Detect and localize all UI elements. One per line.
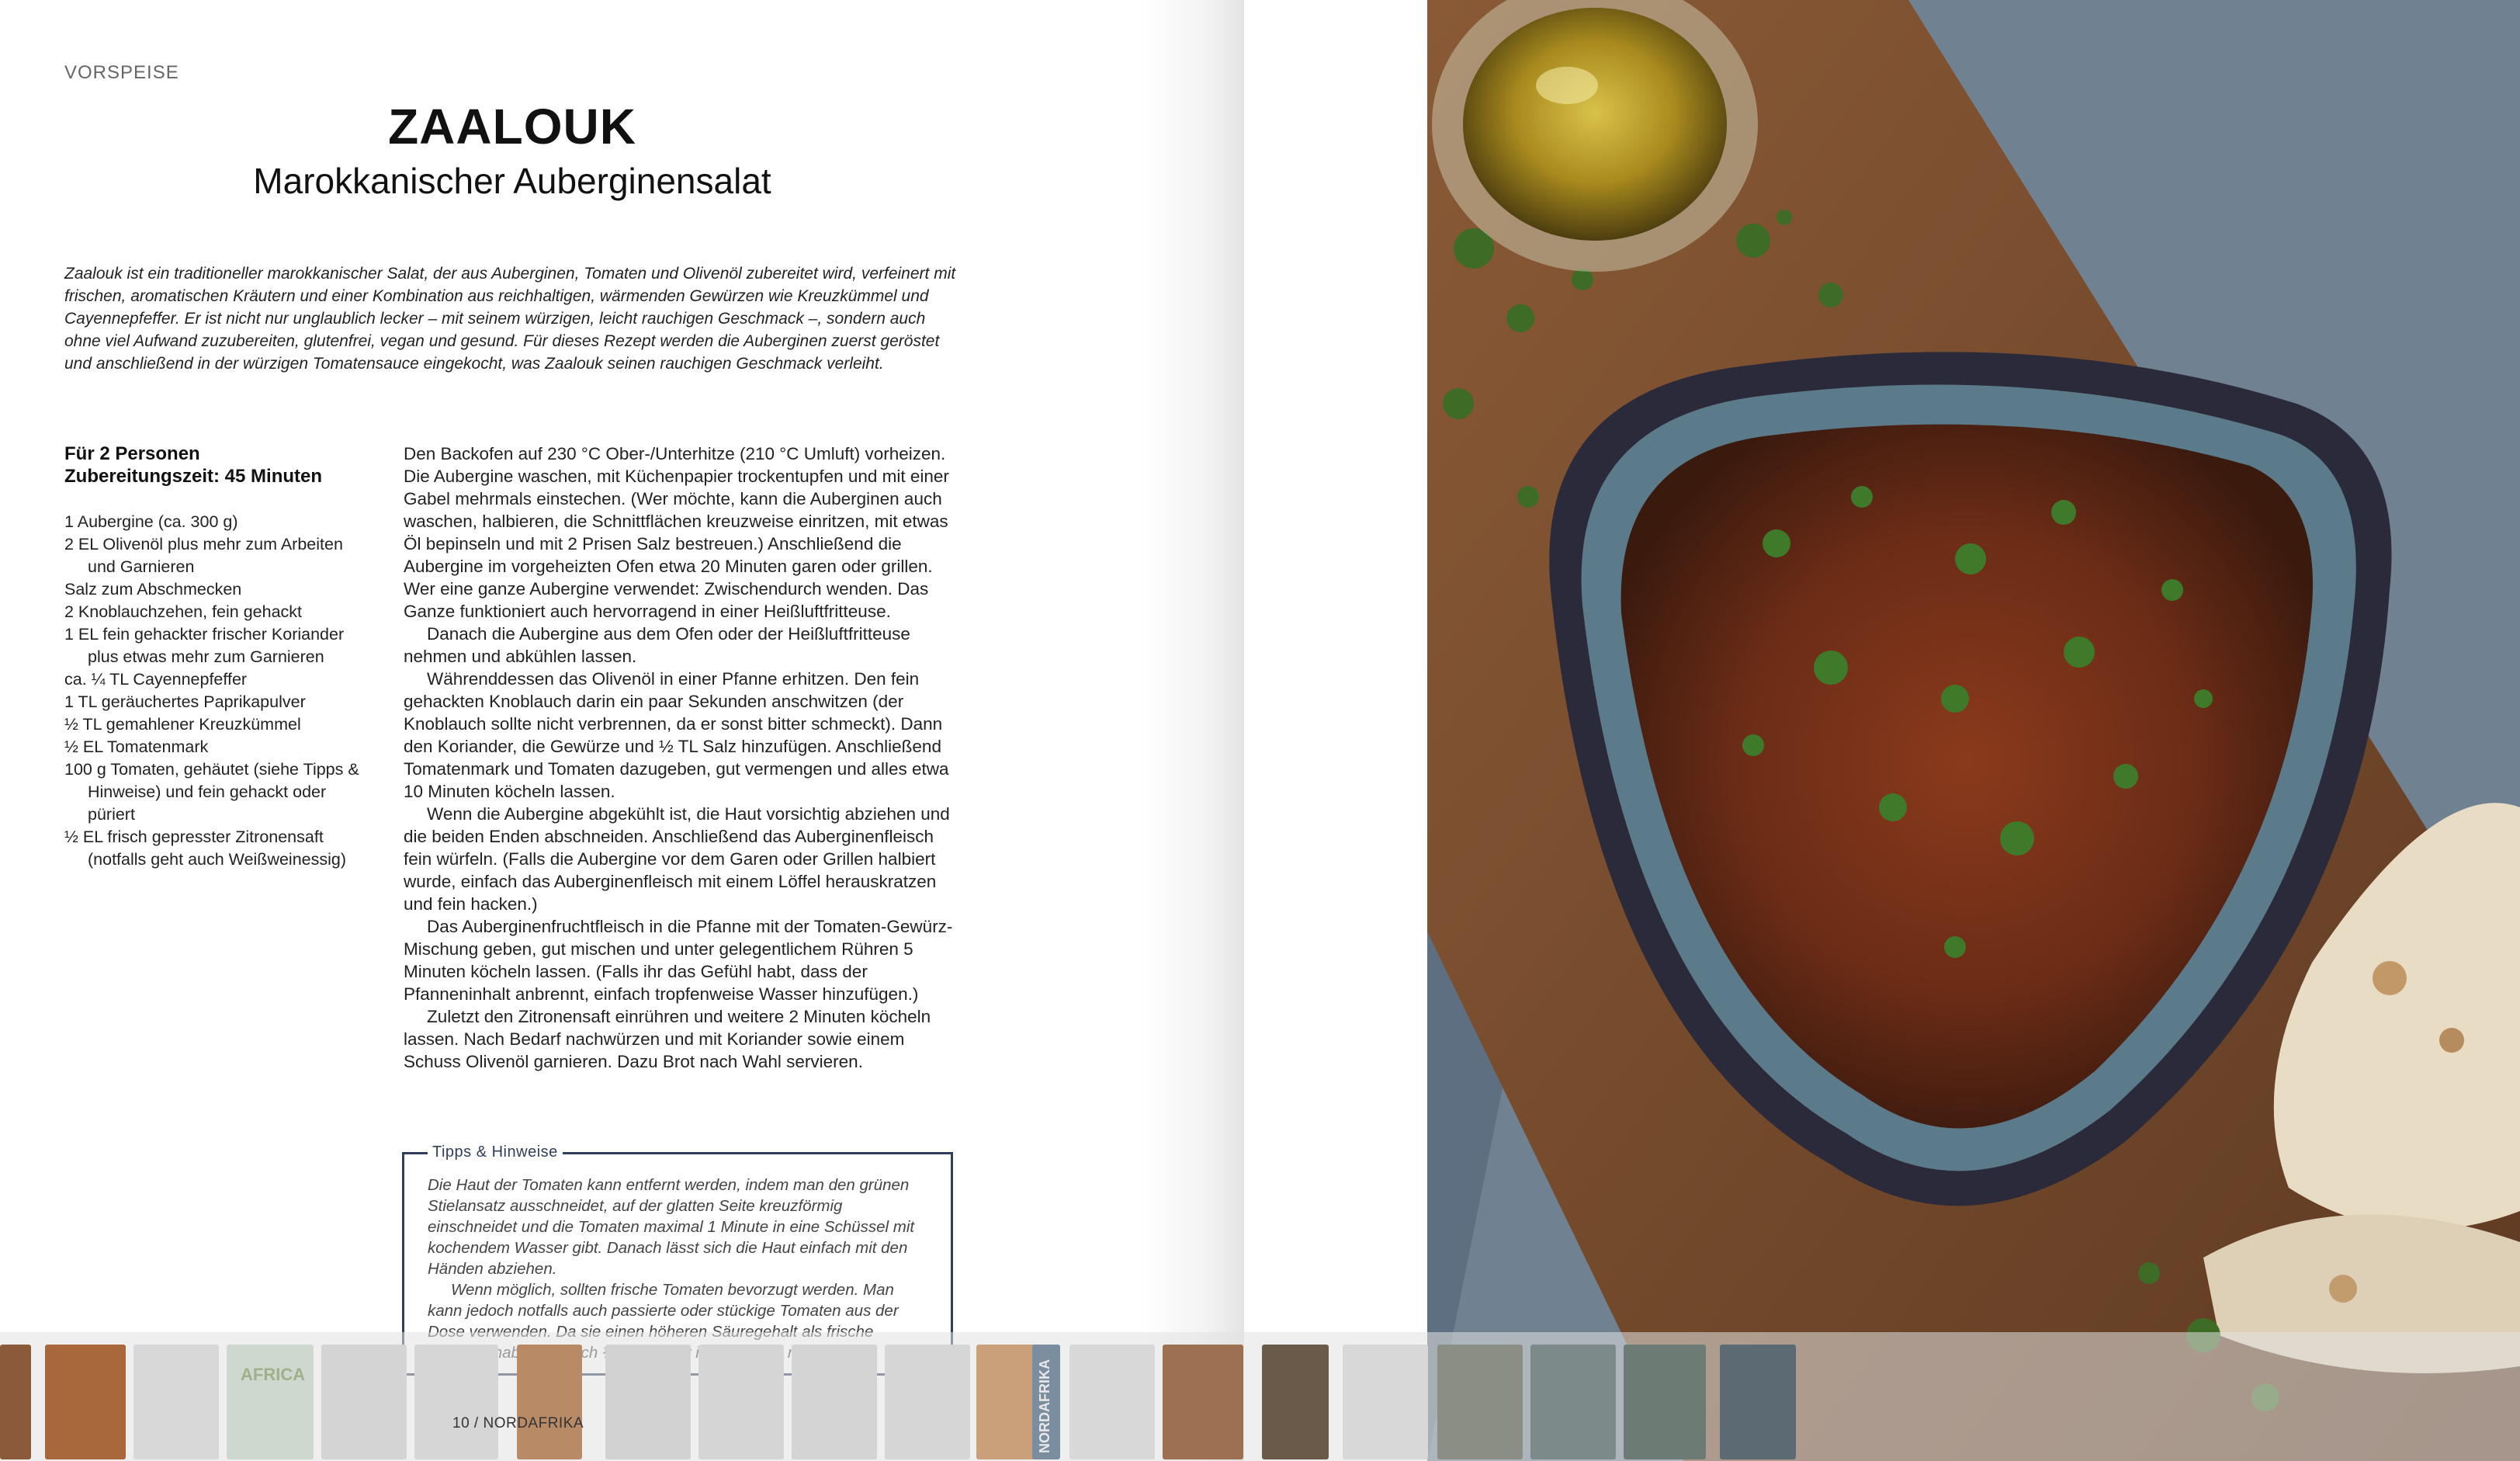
page-gutter-shadow	[1141, 0, 1253, 1461]
page-thumbnail-strip[interactable]	[0, 1332, 2520, 1461]
recipe-intro: Zaalouk ist ein traditioneller marokkanischer Salat, der aus Auberginen, Tomaten und Olivenöl zubereitet wird, verfeinert mit frischen, aromatischen Kräutern und einer Kombination aus reichhaltigen, wärmenden Gewürzen wie Kreuzkümmel und Cayennepfeffer. Er ist nicht nur unglaublich lecker – mit seinem würzigen, leicht rauchigen Geschmack –, sondern auch ohne viel Aufwand zuzubereiten, glutenfrei, vegan und gesund. Für dieses Rezept werden die Auberginen zuerst geröstet und anschließend in der würzigen Tomatensauce eingekocht, was Zaalouk seinen rauchigen Geschmack verleiht.	[64, 265, 956, 373]
page-folio: 10 / NORDAFRIKA	[452, 1415, 584, 1432]
section-label: VORSPEISE	[64, 62, 179, 83]
prep-time: Zubereitungszeit: 45 Minuten	[64, 466, 323, 487]
ingredient-item: 2 EL Olivenöl plus mehr zum Arbeiten und Garnieren	[64, 535, 343, 576]
thumbnail-label: NORDAFRIKA	[1037, 1359, 1052, 1453]
page-thumbnail[interactable]	[1624, 1345, 1706, 1459]
page-thumbnail[interactable]	[1343, 1345, 1428, 1459]
method-step: Währenddessen das Olivenöl in einer Pfanne erhitzen. Den fein gehackten Knoblauch darin ein paar Sekunden anschwitzen (der Knoblauch sollte nicht verbrennen, da er sonst bitter schmeckt). Dann den Koriander, die Gewürze und ½ TL Salz hinzufügen. Anschließend Tomatenmark und Tomaten dazugeben, gut vermengen und alles etwa 10 Minuten köcheln lassen.	[404, 669, 949, 801]
page-thumbnail[interactable]	[321, 1345, 407, 1459]
method-step: Danach die Aubergine aus dem Ofen oder der Heißluftfritteuse nehmen und abkühlen lassen.	[404, 624, 910, 666]
ingredient-item: 2 Knoblauchzehen, fein gehackt	[64, 602, 303, 621]
page-thumbnail[interactable]	[517, 1345, 582, 1459]
thumbnail-label: AFRICA	[241, 1365, 306, 1384]
recipe-meta	[64, 442, 375, 488]
ingredient-item: ca. ¼ TL Cayennepfeffer	[64, 670, 248, 689]
recipe-photo	[1427, 0, 2520, 1461]
page-thumbnail[interactable]	[1262, 1345, 1329, 1459]
ingredient-item: 1 TL geräuchertes Paprikapulver	[64, 692, 306, 711]
tips-paragraph: Die Haut der Tomaten kann entfernt werden, indem man den grünen Stielansatz ausschneidet, auf der glatten Seite kreuzförmig einschneidet und die Tomaten maximal 1 Minute in eine Schüssel mit kochendem Wasser gibt. Danach lässt sich die Haut einfach mit den Händen abziehen.	[428, 1176, 915, 1278]
page-thumbnail[interactable]	[605, 1345, 691, 1459]
page-thumbnail[interactable]	[1530, 1345, 1616, 1459]
ingredient-item: ½ TL gemahlener Kreuzkümmel	[64, 715, 301, 734]
page-thumbnail[interactable]	[885, 1345, 970, 1459]
page-thumbnail[interactable]	[45, 1345, 126, 1459]
tips-title: Tipps & Hinweise	[428, 1143, 563, 1161]
page-thumbnail[interactable]	[1032, 1345, 1060, 1459]
recipe-page	[0, 0, 1244, 1461]
ingredient-item: ½ EL frisch gepresster Zitronensaft (notfalls geht auch Weißweinessig)	[64, 828, 347, 869]
page-thumbnail[interactable]	[1163, 1345, 1243, 1459]
recipe-title: ZAALOUK	[388, 99, 636, 154]
page-thumbnail[interactable]	[792, 1345, 877, 1459]
method-step: Den Backofen auf 230 °C Ober-/Unterhitze (210 °C Umluft) vorheizen. Die Aubergine waschen, mit Küchenpapier trockentupfen und mit einer Gabel mehrmals einstechen. (Wer möchte, kann die Auberginen auch waschen, halbieren, die Schnittflächen kreuzweise einritzen, mit etwas Öl bepinseln und mit 2 Prisen Salz bestreuen.) Anschließend die Aubergine im vorgeheizten Ofen etwa 20 Minuten garen oder grillen. Wer eine ganze Aubergine verwendet: Zwischendurch wenden. Das Ganze funktioniert auch hervorragend in einer Heißluftfritteuse.	[404, 444, 949, 621]
page-thumbnail[interactable]	[1720, 1345, 1796, 1459]
page-thumbnail[interactable]	[1437, 1345, 1523, 1459]
ingredient-item: 1 Aubergine (ca. 300 g)	[64, 512, 238, 531]
page-thumbnail[interactable]	[0, 1345, 31, 1459]
recipe-subtitle: Marokkanischer Auberginensalat	[253, 161, 771, 201]
facing-page-margin	[1244, 0, 1427, 1461]
ingredient-item: Salz zum Abschmecken	[64, 580, 242, 599]
tips-paragraph: Wenn möglich, sollten frische Tomaten bevorzugt werden. Man kann jedoch notfalls auch passierte oder stückige Tomaten aus der	[428, 1281, 899, 1320]
page-thumbnail[interactable]	[698, 1345, 784, 1459]
ingredient-item: 100 g Tomaten, gehäutet (siehe Tipps & Hinweise) und fein gehackt oder püriert	[64, 760, 359, 824]
servings: Für 2 Personen	[64, 443, 200, 464]
method-text	[404, 442, 956, 1073]
ingredient-item: ½ EL Tomatenmark	[64, 737, 209, 756]
method-step: Wenn die Aubergine abgekühlt ist, die Haut vorsichtig abziehen und die beiden Enden abschneiden. Anschließend das Auberginenfleisch fein würfeln. (Falls die Aubergine vor dem Garen oder Grillen halbiert wurde, einfach das Auberginenfleisch mit einem Löffel herauskratzen und fein hacken.)	[404, 804, 950, 914]
page-thumbnail[interactable]	[414, 1345, 498, 1459]
page-thumbnail[interactable]	[133, 1345, 219, 1459]
method-step: Zuletzt den Zitronensaft einrühren und weitere 2 Minuten köcheln lassen. Nach Bedarf nachwürzen und mit Koriander sowie einem Schuss Olivenöl garnieren. Dazu Brot nach Wahl servieren.	[404, 1007, 931, 1071]
method-step: Das Auberginenfruchtfleisch in die Pfanne mit der Tomaten-Gewürz-Mischung geben, gut mischen und unter gelegentlichem Rühren 5 Minuten köcheln lassen. (Falls ihr das Gefühl habt, dass der Pfanneninhalt anbrennt, einfach tropfenweise Wasser hinzufügen.)	[404, 917, 953, 1004]
ingredient-item: 1 EL fein gehackter frischer Koriander plus etwas mehr zum Garnieren	[64, 625, 345, 666]
page-thumbnail[interactable]	[227, 1345, 314, 1459]
ingredient-list	[64, 511, 359, 871]
page-thumbnail[interactable]	[1069, 1345, 1155, 1459]
